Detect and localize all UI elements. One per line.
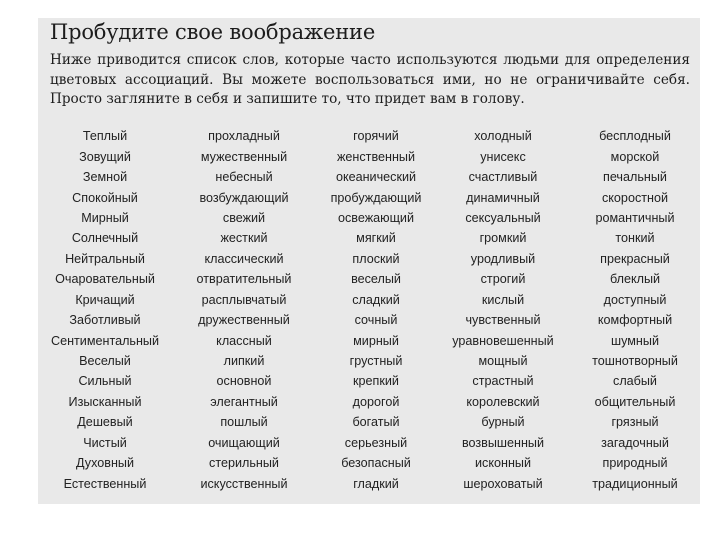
word-cell: возвышенный	[461, 435, 545, 450]
word-cell: грустный	[349, 354, 403, 369]
document-page	[38, 18, 700, 504]
table-row	[38, 330, 700, 350]
word-cell: жесткий	[220, 231, 268, 246]
word-cell: скоростной	[601, 190, 669, 205]
word-cell: счастливый	[468, 170, 538, 185]
word-cell: кислый	[481, 292, 525, 307]
word-table	[38, 126, 700, 494]
word-cell: романтичный	[595, 210, 675, 225]
word-cell: веселый	[351, 272, 401, 287]
word-cell: унисекс	[480, 149, 526, 164]
word-cell: сексуальный	[465, 210, 541, 225]
intro-paragraph: Ниже приводится список слов, которые часто используются людьми для определения цветовых ассоциаций. Вы можете воспользоваться ими, но не ограничивайте себя. Просто загляните в себя и запишите то, что придет вам в голову.	[50, 52, 690, 108]
word-cell: небесный	[215, 170, 273, 185]
word-cell: бурный	[481, 415, 525, 430]
word-cell: тонкий	[615, 231, 655, 246]
word-cell: Заботливый	[69, 313, 141, 328]
word-cell: чувственный	[465, 313, 541, 328]
word-cell: отвратительный	[196, 272, 292, 287]
word-cell: загадочный	[601, 435, 669, 450]
table-row	[38, 433, 700, 453]
word-cell: строгий	[480, 272, 526, 287]
word-cell: Дешевый	[77, 415, 133, 430]
word-cell: громкий	[479, 231, 527, 246]
word-cell: Чистый	[83, 435, 127, 450]
word-cell: традиционный	[592, 476, 678, 491]
word-cell: грязный	[611, 415, 659, 430]
word-cell: динамичный	[466, 190, 540, 205]
word-cell: комфортный	[597, 313, 673, 328]
word-cell: холодный	[474, 129, 532, 144]
word-cell: Теплый	[82, 129, 128, 144]
word-cell: блеклый	[609, 272, 661, 287]
table-row	[38, 269, 700, 289]
word-cell: прохладный	[208, 129, 280, 144]
table-row	[38, 146, 700, 166]
word-cell: мощный	[478, 354, 528, 369]
word-cell: доступный	[603, 292, 667, 307]
word-cell: страстный	[472, 374, 534, 389]
word-cell: Сентиментальный	[50, 333, 160, 348]
table-row	[38, 310, 700, 330]
word-cell: сладкий	[352, 292, 400, 307]
table-row	[38, 473, 700, 493]
table-row	[38, 126, 700, 146]
word-cell: искусственный	[200, 476, 288, 491]
word-cell: дорогой	[352, 394, 400, 409]
word-cell: печальный	[603, 170, 667, 185]
table-row	[38, 453, 700, 473]
word-cell: дружественный	[198, 313, 290, 328]
word-cell: классический	[204, 251, 284, 266]
word-cell: расплывчатый	[201, 292, 287, 307]
word-cell: освежающий	[337, 210, 415, 225]
word-cell: Сильный	[78, 374, 132, 389]
word-cell: тошнотворный	[592, 354, 678, 369]
word-cell: пробуждающий	[330, 190, 422, 205]
word-cell: прекрасный	[600, 251, 670, 266]
word-cell: мужественный	[200, 149, 288, 164]
word-cell: королевский	[466, 394, 540, 409]
word-cell: океанический	[335, 170, 417, 185]
word-cell: безопасный	[341, 456, 411, 471]
word-cell: Земной	[82, 170, 128, 185]
table-row	[38, 290, 700, 310]
word-cell: мирный	[353, 333, 399, 348]
word-cell: морской	[610, 149, 660, 164]
word-cell: гладкий	[353, 476, 399, 491]
table-row	[38, 412, 700, 432]
table-row	[38, 208, 700, 228]
word-cell: слабый	[613, 374, 657, 389]
word-cell: Зовущий	[79, 149, 131, 164]
word-cell: липкий	[223, 354, 265, 369]
word-cell: сочный	[354, 313, 398, 328]
word-cell: основной	[216, 374, 272, 389]
table-row	[38, 371, 700, 391]
word-cell: природный	[602, 456, 668, 471]
word-cell: шероховатый	[463, 476, 543, 491]
word-cell: бесплодный	[599, 129, 671, 144]
word-cell: Солнечный	[71, 231, 139, 246]
table-row	[38, 249, 700, 269]
word-cell: Нейтральный	[65, 251, 145, 266]
word-cell: классный	[216, 333, 272, 348]
word-cell: очищающий	[208, 435, 280, 450]
word-cell: элегантный	[210, 394, 278, 409]
word-cell: крепкий	[353, 374, 399, 389]
word-cell: уродливый	[470, 251, 536, 266]
table-row	[38, 351, 700, 371]
word-cell: мягкий	[356, 231, 396, 246]
word-cell: шумный	[611, 333, 659, 348]
word-cell: Духовный	[76, 456, 134, 471]
word-cell: серьезный	[344, 435, 408, 450]
word-cell: Очаровательный	[55, 272, 155, 287]
word-cell: Кричащий	[75, 292, 135, 307]
word-cell: горячий	[353, 129, 399, 144]
word-cell: Изысканный	[68, 394, 142, 409]
word-cell: пошлый	[220, 415, 268, 430]
table-row	[38, 187, 700, 207]
word-cell: Спокойный	[72, 190, 138, 205]
word-cell: исконный	[475, 456, 531, 471]
word-cell: женственный	[337, 149, 415, 164]
word-cell: уравновешенный	[452, 333, 554, 348]
word-cell: возбуждающий	[199, 190, 289, 205]
word-cell: Мирный	[81, 210, 129, 225]
table-row	[38, 228, 700, 248]
table-row	[38, 392, 700, 412]
page-title: Пробудите свое воображение	[50, 20, 376, 44]
word-cell: Естественный	[63, 476, 147, 491]
word-cell: свежий	[222, 210, 266, 225]
word-cell: богатый	[352, 415, 400, 430]
word-cell: плоский	[352, 251, 400, 266]
word-cell: общительный	[594, 394, 676, 409]
table-row	[38, 167, 700, 187]
word-cell: стерильный	[209, 456, 279, 471]
word-cell: Веселый	[79, 354, 131, 369]
